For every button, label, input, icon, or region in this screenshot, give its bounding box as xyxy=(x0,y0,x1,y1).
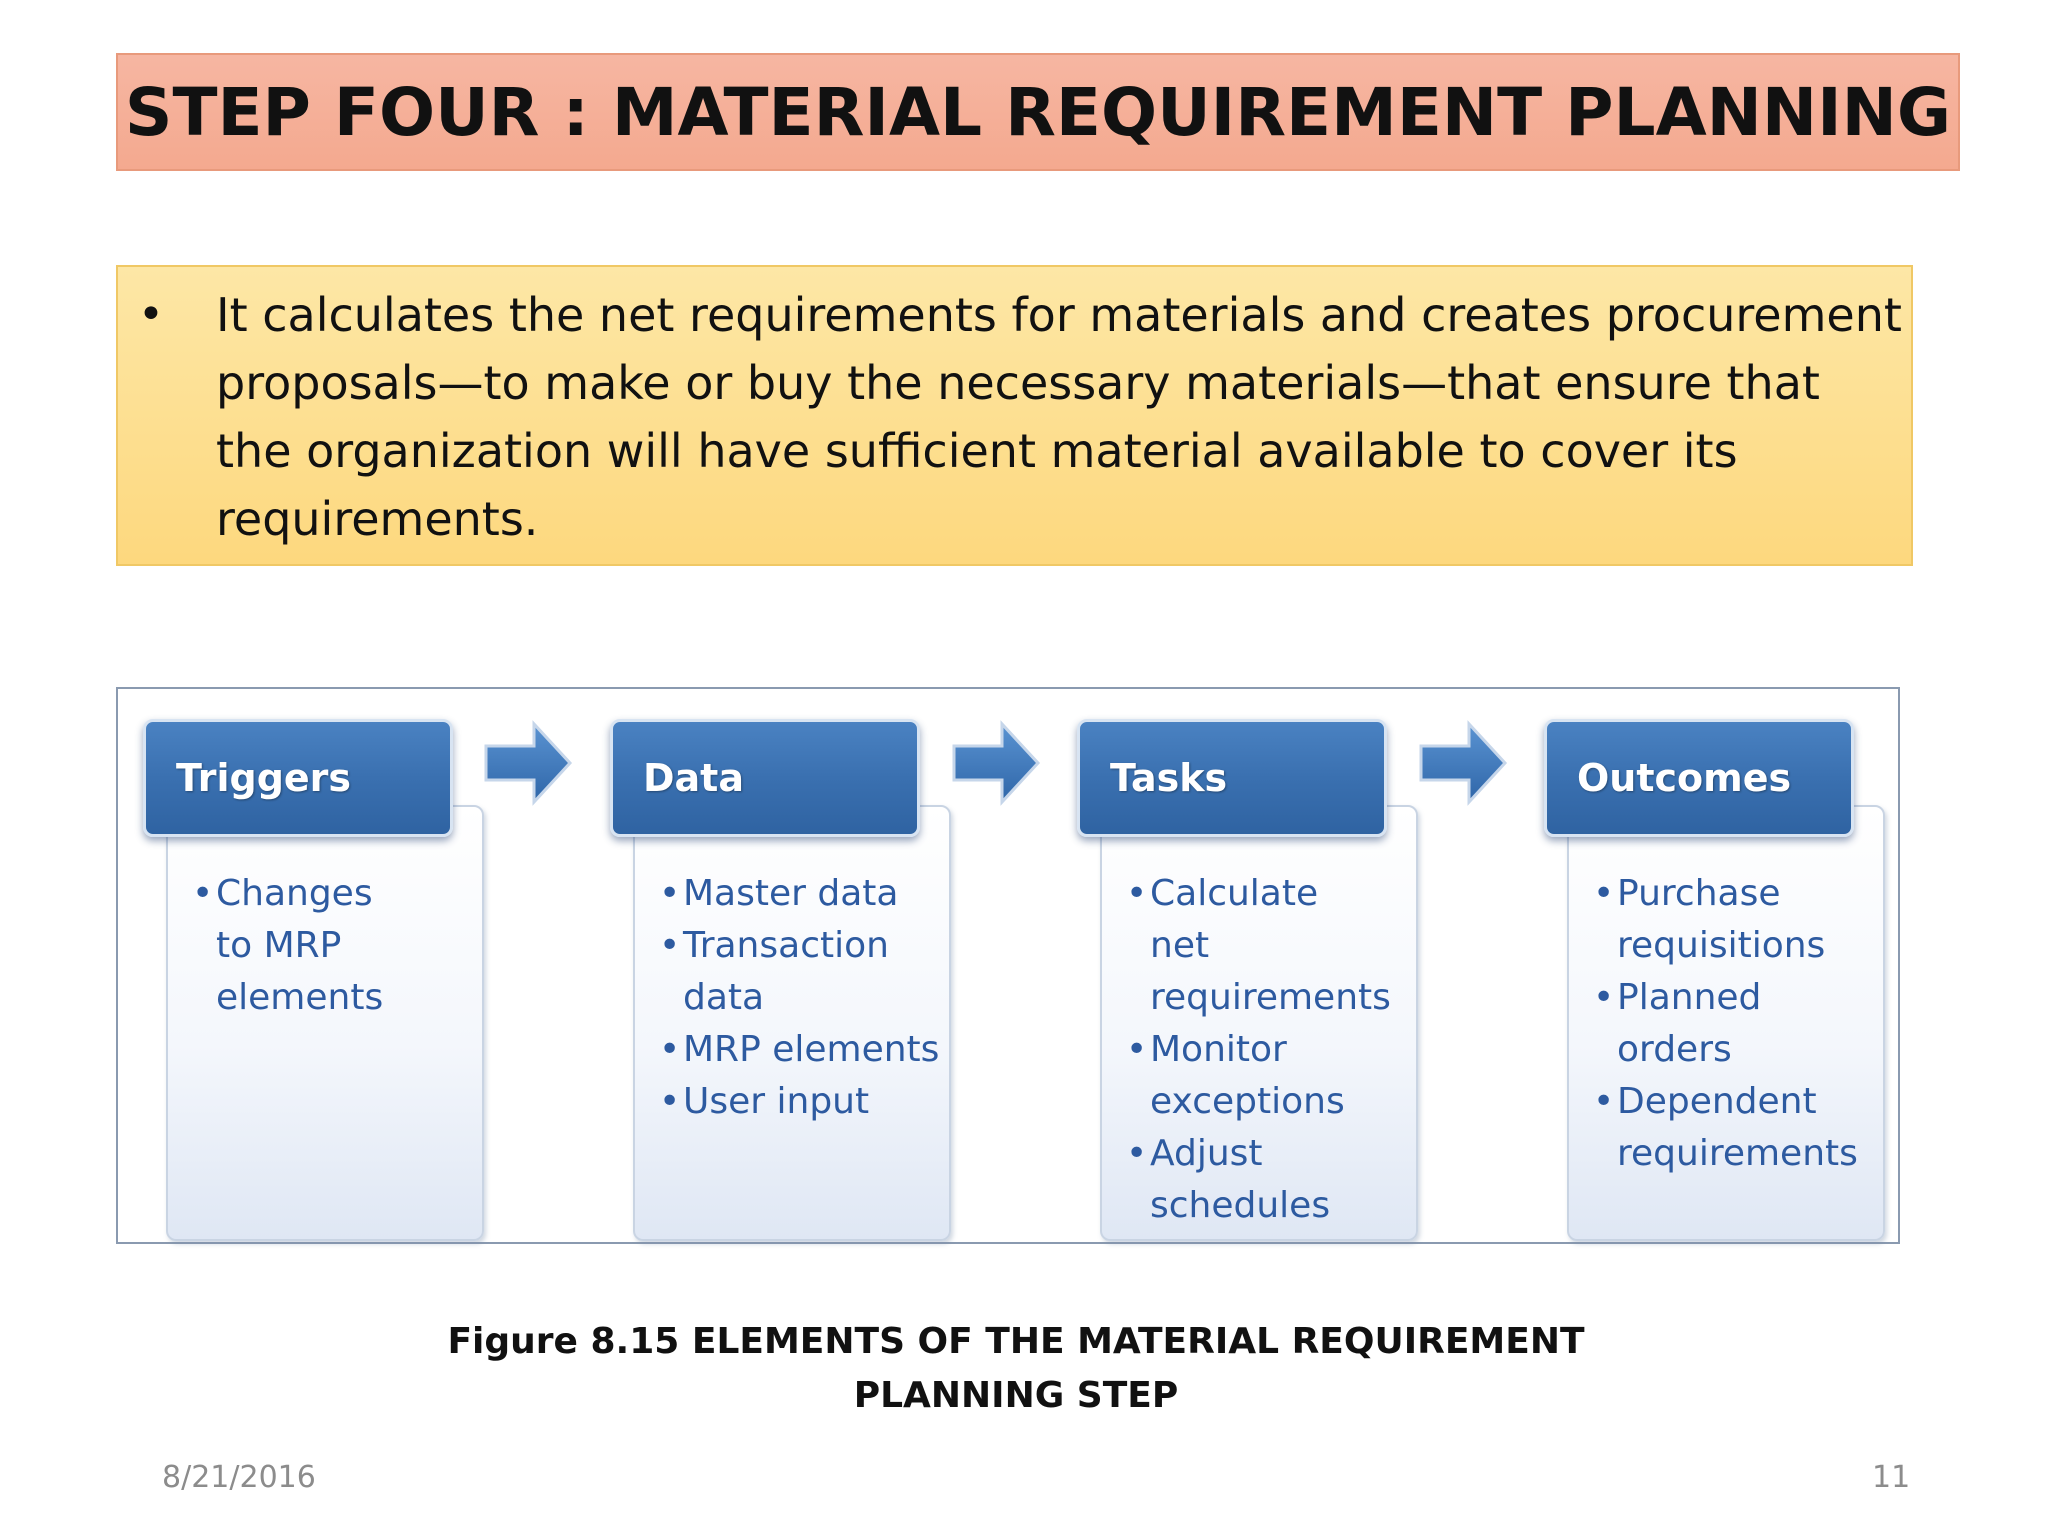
right-arrow-icon xyxy=(1417,720,1509,806)
bullet-box xyxy=(116,265,1913,566)
figure-caption xyxy=(416,1315,1616,1423)
list-item: • Purchase requisitions xyxy=(1593,868,1863,972)
column-header-data xyxy=(610,719,920,837)
slide-date: 8/21/2016 xyxy=(162,1460,316,1495)
slide-title-bar xyxy=(116,53,1960,171)
list-item: • Monitor exceptions xyxy=(1126,1024,1366,1128)
list-item: • Calculate net requirements xyxy=(1126,868,1366,1024)
column-list-outcomes xyxy=(1593,868,1863,1180)
column-header-tasks xyxy=(1077,719,1387,837)
list-item: • Transaction data xyxy=(659,920,959,1024)
column-header-triggers xyxy=(143,719,453,837)
column-title-tasks: Tasks xyxy=(1110,756,1228,800)
list-item: • Changes to MRP elements xyxy=(192,868,416,1024)
column-list-tasks xyxy=(1126,868,1391,1232)
column-header-outcomes xyxy=(1544,719,1854,837)
column-title-data: Data xyxy=(643,756,744,800)
column-title-triggers: Triggers xyxy=(176,756,352,800)
list-item: • Dependent requirements xyxy=(1593,1076,1863,1180)
list-item: • User input xyxy=(659,1076,959,1128)
bullet-text: It calculates the net requirements for materials and creates procurement proposals—to make or buy the necessary materials—that ensure that the organization will have sufficient material available to cover its requirements. xyxy=(216,288,1902,546)
list-item: • Master data xyxy=(659,868,959,920)
column-title-outcomes: Outcomes xyxy=(1577,756,1792,800)
right-arrow-icon xyxy=(950,720,1042,806)
slide-title: STEP FOUR : MATERIAL REQUIREMENT PLANNING xyxy=(124,73,1952,151)
list-item: • Planned orders xyxy=(1593,972,1863,1076)
list-item: • Adjust schedules xyxy=(1126,1128,1366,1232)
column-list-data xyxy=(659,868,959,1128)
column-list-triggers xyxy=(192,868,492,1024)
figure-caption-line-1: Figure 8.15 ELEMENTS OF THE MATERIAL REQUIREMENT xyxy=(447,1321,1585,1362)
slide-page-number: 11 xyxy=(1872,1460,1911,1495)
right-arrow-icon xyxy=(482,720,574,806)
figure-caption-line-2: PLANNING STEP xyxy=(853,1375,1179,1416)
list-item: • MRP elements xyxy=(659,1024,959,1076)
bullet-marker: • xyxy=(138,289,164,340)
